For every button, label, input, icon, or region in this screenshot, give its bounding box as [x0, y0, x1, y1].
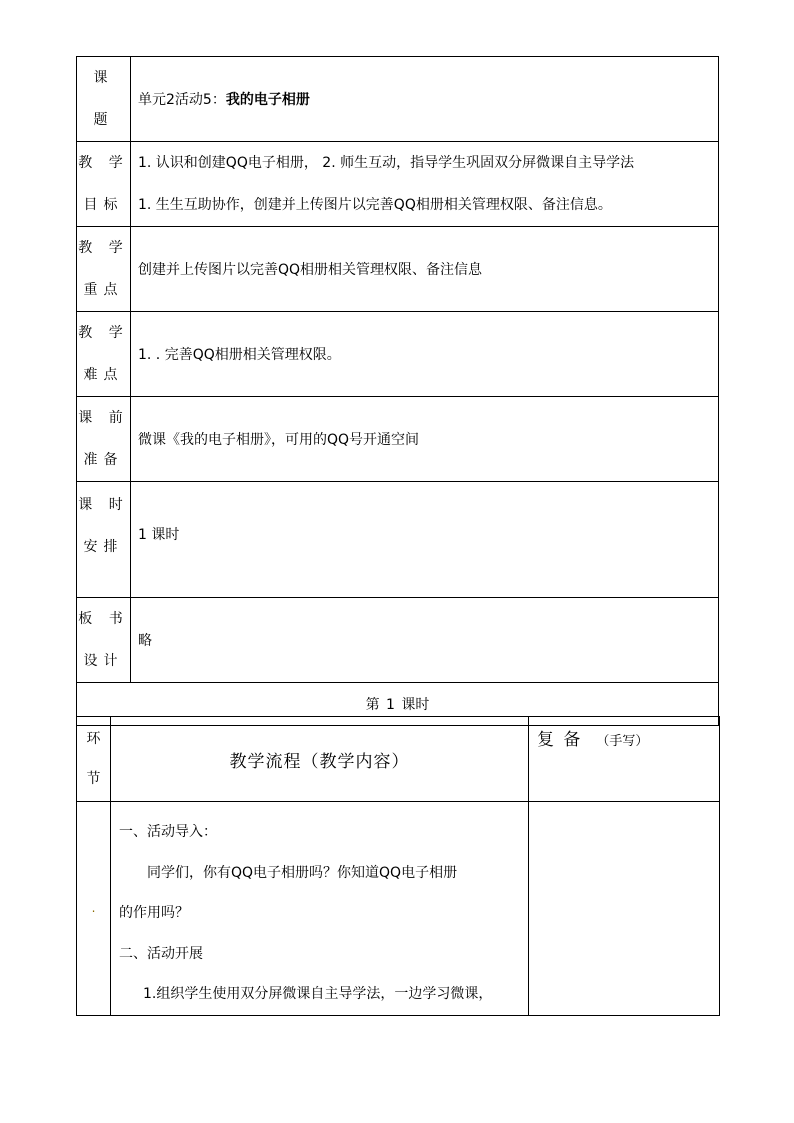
topic-label-line1: 课: [93, 70, 114, 86]
prep-label-line1: 课 前: [78, 410, 129, 426]
preparation-row: [77, 397, 719, 482]
flow-content: [111, 802, 529, 1016]
topic-title: 我的电子相册: [225, 92, 310, 108]
flow-line-5: 1.组织学生使用双分屏微课自主导学法，一边学习微课，: [143, 986, 493, 1002]
goals-label-line1: 教 学: [78, 155, 129, 171]
review-cell: [529, 802, 720, 1016]
preparation-value: 微课《我的电子相册》，可用的QQ号开通空间: [131, 397, 719, 482]
segment-label-line1: 环: [86, 731, 101, 747]
board-design-row: [77, 598, 719, 683]
flow-line-1: 一、活动导入：: [119, 824, 217, 840]
key-points-row: [77, 227, 719, 312]
key-points-value: 创建并上传图片以完善QQ相册相关管理权限、备注信息: [131, 227, 719, 312]
topic-prefix: 单元2活动5：: [138, 92, 226, 108]
goals-line-2: 1. 生生互助协作，创建并上传图片以完善QQ相册相关管理权限、备注信息。: [138, 197, 612, 213]
difficulty-value: 1. . 完善QQ相册相关管理权限。: [131, 312, 719, 397]
schedule-row: [77, 482, 719, 598]
goals-line-1: 1. 认识和创建QQ电子相册， 2. 师生互动，指导学生巩固双分屏微课自主导学法: [138, 155, 635, 171]
board-label-line2: 设计: [83, 653, 124, 669]
goals-value: [131, 142, 719, 227]
schedule-label: [77, 482, 131, 598]
flow-line-4: 二、活动开展: [119, 945, 203, 962]
time-label-line2: 安排: [83, 539, 124, 555]
topic-label: [77, 57, 131, 142]
goals-row: [77, 142, 719, 227]
difficulty-row: [77, 312, 719, 397]
flow-line-3: 的作用吗？: [119, 905, 189, 921]
segment-label-line2: 节: [86, 771, 101, 787]
difficulty-label-line2: 难点: [83, 367, 124, 383]
preparation-label: [77, 397, 131, 482]
flow-content-row: [77, 802, 720, 1016]
board-design-value: 略: [131, 598, 719, 683]
goals-label-line2: 目标: [83, 197, 124, 213]
schedule-value: 1 课时: [131, 482, 719, 598]
difficulty-label-line1: 教 学: [78, 325, 129, 341]
segment-cell: [77, 802, 111, 1016]
difficulty-label: [77, 312, 131, 397]
segment-marker: .: [91, 901, 96, 916]
segment-header: [77, 717, 111, 802]
review-header: [529, 717, 720, 802]
goals-label: [77, 142, 131, 227]
time-label-line1: 课 时: [78, 497, 129, 513]
lesson-info-table: [76, 56, 719, 726]
topic-label-line2: 题: [93, 112, 114, 128]
prep-label-line2: 准备: [83, 452, 124, 468]
key-label-line1: 教 学: [78, 240, 129, 256]
board-design-label: [77, 598, 131, 683]
key-points-label: [77, 227, 131, 312]
review-title: 复 备: [537, 730, 583, 750]
flow-title: 教学流程（教学内容）: [111, 717, 529, 802]
key-label-line2: 重点: [83, 282, 124, 298]
flow-line-2: 同学们，你有QQ电子相册吗？你知道QQ电子相册: [147, 864, 458, 881]
review-note: （手写）: [596, 734, 649, 749]
topic-row: [77, 57, 719, 142]
teaching-flow-table: [76, 716, 720, 1016]
board-label-line1: 板 书: [78, 611, 129, 627]
session-label: 第 1 课时: [77, 683, 719, 726]
topic-value: [131, 57, 719, 142]
flow-header-row: [77, 717, 720, 802]
